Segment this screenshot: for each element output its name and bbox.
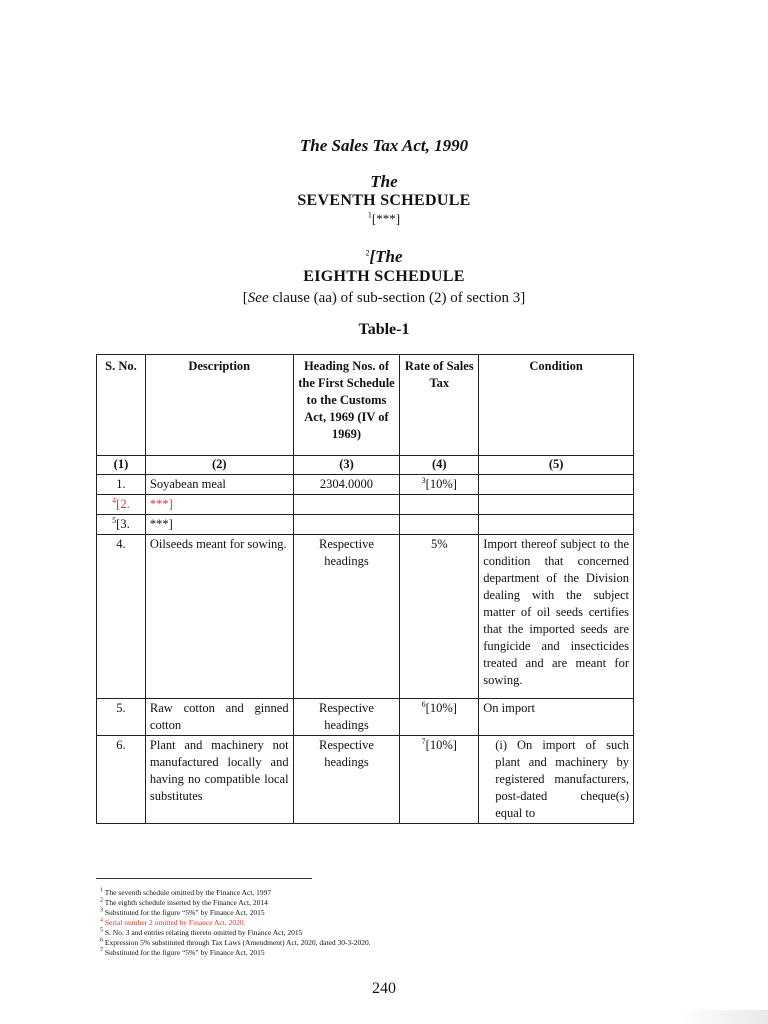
seventh-schedule-article: The xyxy=(370,172,398,191)
footnote-ref: 4 xyxy=(112,495,117,505)
cell-condition: Import thereof subject to the condition that concerned department of the Division dealing with the subject matter of oil seeds certifies that the imported seeds are fungicide and insecticides treated and are meant for sowing. xyxy=(479,535,634,699)
footnote-item xyxy=(100,948,371,958)
cell-condition: On import xyxy=(479,699,634,736)
cell-heading xyxy=(293,495,400,515)
header-condition: Condition xyxy=(479,355,634,456)
footnote-text: Substituted for the figure “5%” by Finance Act, 2015 xyxy=(103,948,265,957)
cell-condition xyxy=(479,515,634,535)
cell-sno xyxy=(97,736,146,824)
footnote-text: Substituted for the figure “5%” by Finance Act, 2015 xyxy=(103,908,265,917)
footnote-text: The seventh schedule omitted by the Finance Act, 1997 xyxy=(103,888,272,897)
cell-description: Soyabean meal xyxy=(145,475,293,495)
col-num: (2) xyxy=(145,456,293,475)
footnote-ref: 7 xyxy=(421,736,426,746)
page-curl-shadow xyxy=(678,1010,768,1024)
cell-description: ***] xyxy=(145,495,293,515)
ref-bracket: [ xyxy=(242,290,248,306)
cell-description: Plant and machinery not manufactured locally and having no compatible local substitutes xyxy=(145,736,293,824)
rate-text: [10%] xyxy=(425,701,457,715)
cell-rate xyxy=(400,515,479,535)
act-title: The Sales Tax Act, 1990 xyxy=(299,136,469,155)
footnote-item xyxy=(100,888,371,898)
cell-condition xyxy=(479,475,634,495)
cell-heading xyxy=(293,515,400,535)
cell-condition xyxy=(479,495,634,515)
footnote-ref: 6 xyxy=(421,699,426,709)
footnote-ref: 1 xyxy=(367,210,372,220)
footnote-separator xyxy=(96,878,312,879)
footnote-number: 7 xyxy=(100,947,103,954)
eighth-schedule-article xyxy=(0,247,768,267)
header-rate: Rate of Sales Tax xyxy=(400,355,479,456)
cell-description: Raw cotton and ginned cotton xyxy=(145,699,293,736)
column-number-row xyxy=(97,456,634,475)
ref-text: clause (aa) of sub-section (2) of section 3] xyxy=(268,290,526,306)
cell-sno xyxy=(97,515,146,535)
cell-rate xyxy=(400,736,479,824)
table-row xyxy=(97,699,634,736)
footnote-text: Expression 5% substituted through Tax Laws (Amendment) Act, 2020, dated 30-3-2020. xyxy=(103,938,371,947)
footnote-text: S. No. 3 and entries relating thereto omitted by Finance Act, 2015 xyxy=(103,928,303,937)
footnote-item xyxy=(100,908,371,918)
cell-sno xyxy=(97,699,146,736)
rate-text: [10%] xyxy=(425,738,457,752)
eighth-schedule-title: EIGHTH SCHEDULE xyxy=(303,268,465,285)
col-num: (3) xyxy=(293,456,400,475)
col-num: (1) xyxy=(97,456,146,475)
col-num: (4) xyxy=(400,456,479,475)
footnote-number: 5 xyxy=(100,927,103,934)
footnote-ref: 5 xyxy=(112,515,117,525)
cell-heading: Respective headings xyxy=(293,535,400,699)
schedule-table xyxy=(96,354,634,824)
cell-rate xyxy=(400,699,479,736)
footnote-number: 3 xyxy=(100,907,103,914)
seventh-schedule-title: SEVENTH SCHEDULE xyxy=(297,192,471,209)
sno-text: 1. xyxy=(116,477,126,491)
sno-text: 6. xyxy=(116,738,126,752)
table-title: Table-1 xyxy=(358,321,410,338)
footnote-number: 1 xyxy=(100,887,103,894)
cell-rate xyxy=(400,475,479,495)
footnote-ref: 2 xyxy=(365,248,370,258)
cell-condition: (i) On import of such plant and machinery by registered manufacturers, post-dated cheque(s) equal to xyxy=(479,736,634,824)
footnote-text: Serial number 2 omitted by Finance Act, 2020. xyxy=(103,918,246,927)
footnote-item xyxy=(100,918,371,928)
cell-heading: 2304.0000 xyxy=(293,475,400,495)
eighth-article-text: [The xyxy=(369,247,403,266)
cell-sno xyxy=(97,475,146,495)
sno-text: [3. xyxy=(116,517,130,531)
ref-see: See xyxy=(247,290,269,306)
table-row xyxy=(97,515,634,535)
table-row xyxy=(97,495,634,515)
footnote-ref: 3 xyxy=(421,475,426,485)
cell-heading: Respective headings xyxy=(293,736,400,824)
sno-text: [2. xyxy=(116,497,130,511)
page-number: 240 xyxy=(372,980,396,997)
sno-text: 5. xyxy=(116,701,126,715)
footnote-text: The eighth schedule inserted by the Finance Act, 2014 xyxy=(103,898,268,907)
rate-text: [10%] xyxy=(425,477,457,491)
omission-marker: [***] xyxy=(371,211,401,226)
header-sno: S. No. xyxy=(97,355,146,456)
cell-rate xyxy=(400,535,479,699)
table-header-row xyxy=(97,355,634,456)
cell-sno xyxy=(97,535,146,699)
table-row xyxy=(97,736,634,824)
cell-sno xyxy=(97,495,146,515)
section-reference xyxy=(0,290,768,307)
footnote-item xyxy=(100,898,371,908)
footnote-number: 2 xyxy=(100,897,103,904)
col-num: (5) xyxy=(479,456,634,475)
seventh-schedule-omission xyxy=(0,211,768,227)
header-description: Description xyxy=(145,355,293,456)
cell-description: Oilseeds meant for sowing. xyxy=(145,535,293,699)
table-row xyxy=(97,535,634,699)
cell-heading: Respective headings xyxy=(293,699,400,736)
table-row xyxy=(97,475,634,495)
rate-text: 5% xyxy=(430,537,448,551)
footnotes xyxy=(100,888,371,958)
sno-text: 4. xyxy=(116,537,126,551)
footnote-item xyxy=(100,928,371,938)
cell-description: ***] xyxy=(145,515,293,535)
cell-rate xyxy=(400,495,479,515)
footnote-number: 4 xyxy=(100,917,103,924)
footnote-number: 6 xyxy=(100,937,103,944)
header-heading-nos: Heading Nos. of the First Schedule to the Customs Act, 1969 (IV of 1969) xyxy=(293,355,400,456)
footnote-item xyxy=(100,938,371,948)
